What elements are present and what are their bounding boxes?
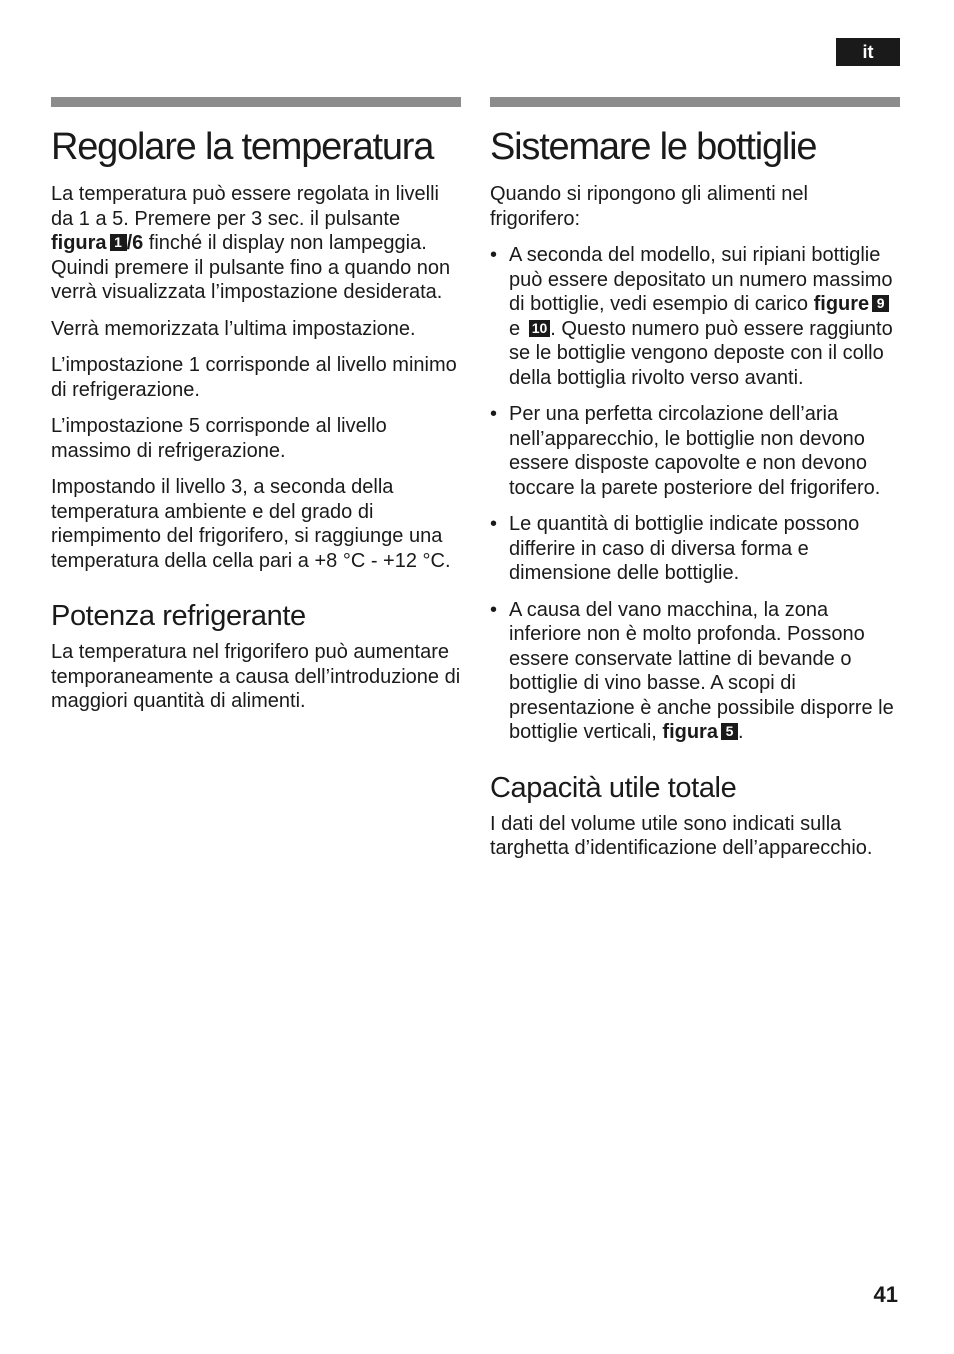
paragraph-cooling-power: La temperatura nel frigorifero può aumentare temporaneamente a causa dell’introduzione di maggiori quantità di alimenti. (51, 641, 461, 712)
left-column (51, 97, 461, 726)
paragraph-setting-5: L’impostazione 5 corrisponde al livello massimo di refrigerazione. (51, 415, 387, 462)
list-item (490, 598, 900, 745)
paragraph-intro: Quando si ripongono gli alimenti nel frigorifero: (490, 183, 808, 230)
bottle-list (490, 243, 900, 745)
figure-reference: figura (662, 721, 718, 743)
paragraph-setting-3: Impostando il livello 3, a seconda della temperatura ambiente e del grado di riempimento del frigorifero, si raggiunge una temperatura della cella pari a +8 °C - +12 °C. (51, 476, 451, 572)
figure-number-badge: 5 (721, 723, 738, 740)
text: . Questo numero può essere raggiunto se le bottiglie vengono deposte con il collo della bottiglia rivolto verso avanti. (509, 317, 893, 389)
paragraph-capacity: I dati del volume utile sono indicati sulla targhetta d’identificazione dell’apparecchio. (490, 812, 873, 859)
list-item (490, 243, 900, 390)
language-tab: it (836, 38, 900, 66)
figure-reference: figure (813, 293, 870, 315)
figure-number-badge: 10 (529, 320, 551, 337)
text: e (509, 317, 526, 340)
text: La temperatura può essere regolata in livelli da 1 a 5. Premere per 3 sec. il pulsante (51, 183, 439, 230)
figure-reference: figura (51, 232, 107, 254)
figure-number-badge: 1 (110, 234, 127, 251)
section-title-bottles: Sistemare le bottiglie (490, 126, 817, 168)
list-item: • Per una perfetta circolazione dell’aria nell’apparecchio, le bottiglie non devono essere disposte capovolte e non devono toccare la parete posteriore del frigorifero. (490, 402, 900, 500)
subsection-title-cooling-power: Potenza refrigerante (51, 600, 306, 632)
right-column (490, 97, 900, 873)
paragraph-setting-1: L’impostazione 1 corrisponde al livello minimo di refrigerazione. (51, 354, 457, 401)
section-title-temperature: Regolare la temperatura (51, 126, 434, 168)
paragraph-adjust (51, 182, 461, 305)
figure-number-badge: 9 (872, 295, 889, 312)
section-rule (490, 97, 900, 107)
page-number: 41 (873, 1282, 898, 1307)
text: A seconda del modello, sui ripiani bottiglie può essere depositato un numero massimo di bottiglie, vedi esempio di carico (509, 244, 893, 315)
list-item: • Le quantità di bottiglie indicate possono differire in caso di diversa forma e dimensione delle bottiglie. (490, 512, 900, 586)
paragraph-memory: Verrà memorizzata l’ultima impostazione. (51, 317, 416, 340)
figure-suffix: /6 (126, 232, 144, 254)
section-rule (51, 97, 461, 107)
text: finché il display non lampeggia. Quindi premere il pulsante fino a quando non verrà visualizzata l’impostazione desiderata. (51, 232, 451, 303)
subsection-title-capacity: Capacità utile totale (490, 771, 737, 804)
text: . (737, 721, 744, 743)
text: A causa del vano macchina, la zona inferiore non è molto profonda. Possono essere conservate lattine di bevande o bottiglie di vino basse. A scopi di presentazione è anche possibile disporre le bottiglie verticali, (509, 598, 894, 743)
